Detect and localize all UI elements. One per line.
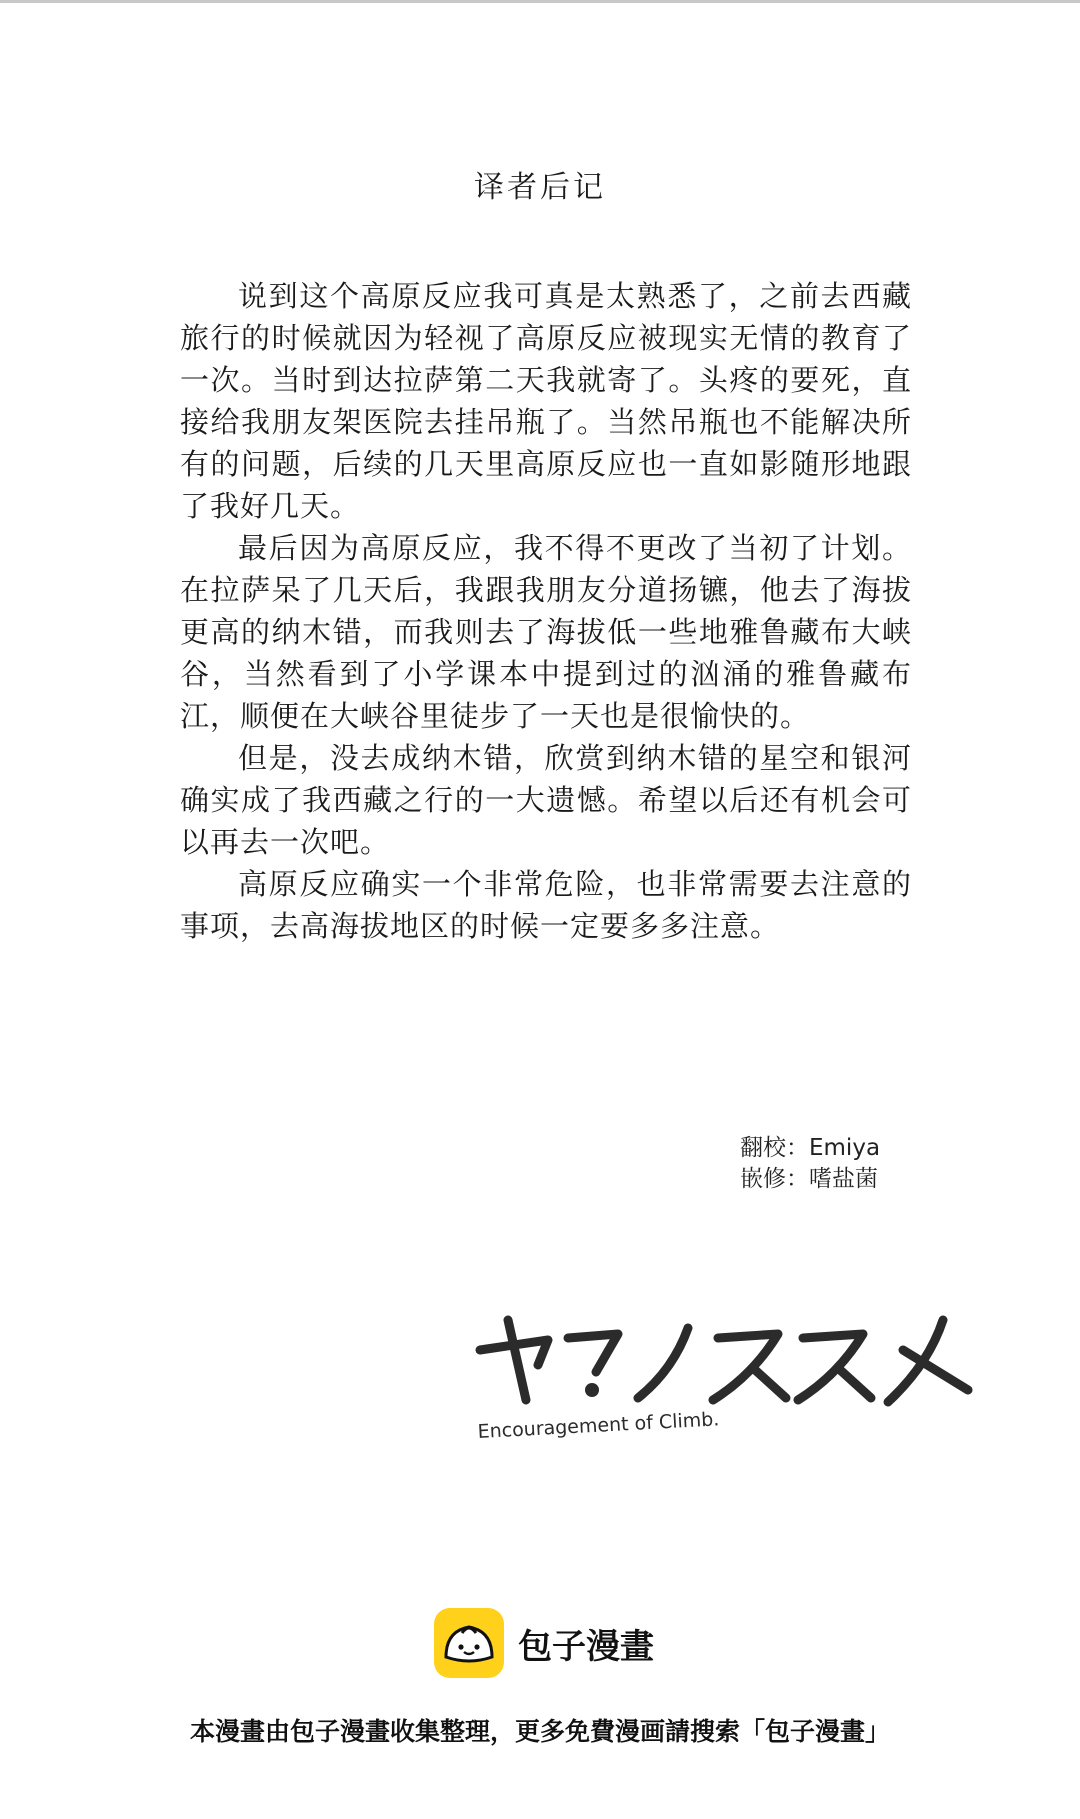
footer-notice: 本漫畫由包子漫畫收集整理，更多免費漫画請搜索「包子漫畫」 xyxy=(189,1717,890,1746)
page-title: 译者后记 xyxy=(474,170,606,205)
paragraph: 最后因为高原反应，我不得不更改了当初了计划。在拉萨呆了几天后，我跟我朋友分道扬镳，他去了海拔更高的纳木错，而我则去了海拔低一些地雅鲁藏布大峡谷，当然看到了小学课本中提到过的汹涌的雅鲁藏布江，顺便在大峡谷里徒步了一天也是很愉快的。 xyxy=(180,531,912,733)
paragraph: 但是，没去成纳木错，欣赏到纳木错的星空和银河确实成了我西藏之行的一大遗憾。希望以后还有机会可以再去一次吧。 xyxy=(180,741,912,859)
afterword-body xyxy=(180,275,912,947)
series-logo-subtitle: Encouragement of Climb. xyxy=(477,1408,720,1443)
app-badge[interactable] xyxy=(434,1608,654,1678)
credits xyxy=(740,1133,880,1195)
series-logo xyxy=(468,1310,988,1460)
credit-editor: 嵌修：嗜盐菌 xyxy=(740,1166,878,1192)
top-border xyxy=(0,0,1080,3)
credit-translator: 翻校：Emiya xyxy=(740,1135,881,1161)
app-name: 包子漫畫 xyxy=(518,1626,654,1667)
baozi-icon xyxy=(434,1608,504,1678)
paragraph: 高原反应确实一个非常危险，也非常需要去注意的事项，去高海拔地区的时候一定要多多注意。 xyxy=(180,867,912,943)
paragraph: 说到这个高原反应我可真是太熟悉了，之前去西藏旅行的时候就因为轻视了高原反应被现实无情的教育了一次。当时到达拉萨第二天我就寄了。头疼的要死，直接给我朋友架医院去挂吊瓶了。当然吊瓶也不能解决所有的问题，后续的几天里高原反应也一直如影随形地跟了我好几天。 xyxy=(180,279,912,523)
